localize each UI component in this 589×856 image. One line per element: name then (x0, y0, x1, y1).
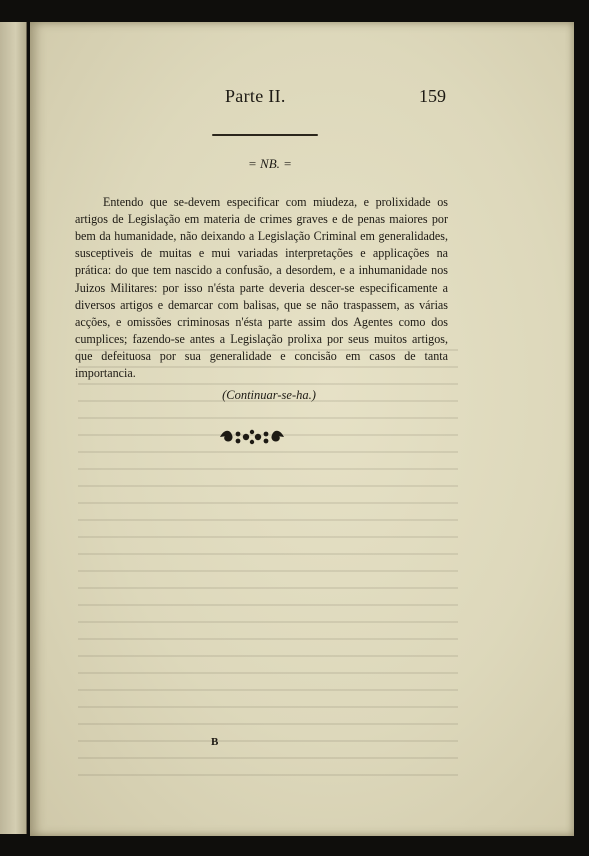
header-rule (212, 134, 318, 136)
page-number: 159 (419, 86, 446, 106)
running-head: Parte II. (225, 86, 286, 106)
facing-page-edge (0, 22, 27, 834)
show-through-text (78, 340, 458, 780)
body-paragraph: Entendo que se-devem especificar com miudeza, e prolixidade os artigos de Legislação em materia de crimes graves e de penas maiores por bem da humanidade, não deixando a Legislação Criminal em generalidades, susceptiveis de muitas e mui variadas interpretações e applicações na prática: do que tem nascido a confusão, a desordem, e a inhumanidade nos Juizos Militares: por isso n'ésta parte deveria descer-se especificamente a diversos artigos e demarcar com balisas, que se não traspassem, as várias acções, e omissões criminosas n'ésta parte assim dos Agentes como dos cumplices; fazendo-se antes a Legislação prolixa por seus muitos artigos, que defeituosa por sua generalidade e concisão em casos de tanta importancia. (75, 195, 448, 381)
signature-mark: B (211, 736, 219, 748)
fleuron-ornament-icon (216, 425, 288, 449)
page-header (30, 86, 574, 112)
continuation-note: (Continuar-se-ha.) (222, 388, 316, 402)
book-page (30, 22, 574, 836)
section-mark: = NB. = (248, 156, 292, 171)
